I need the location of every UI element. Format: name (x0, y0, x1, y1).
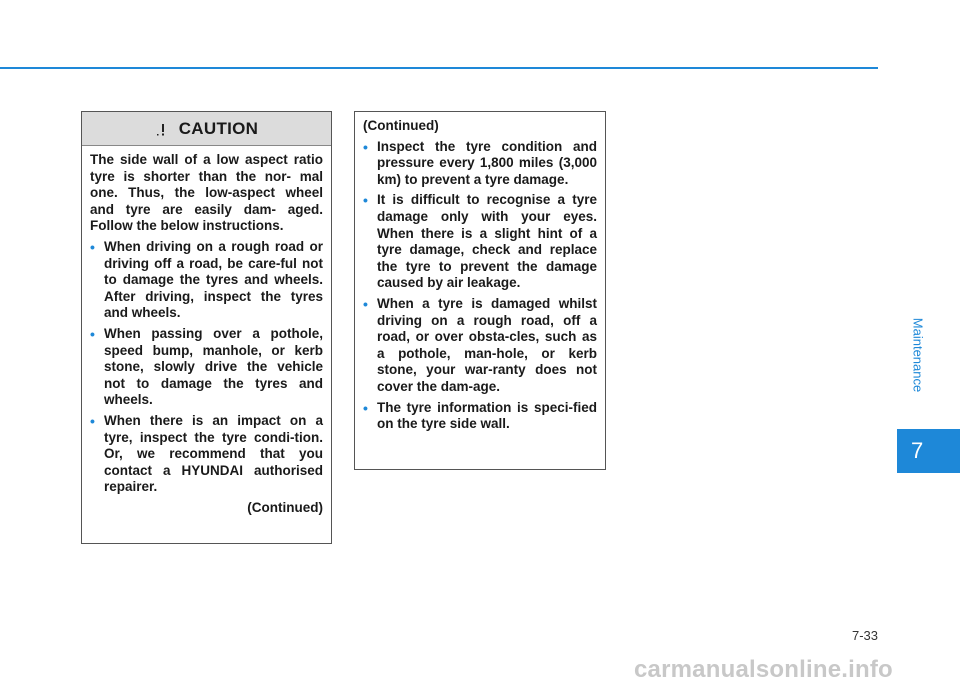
page-number: 7-33 (851, 628, 878, 643)
header-rule (0, 67, 878, 69)
caution-list-right (363, 139, 597, 433)
chapter-number: 7 (911, 438, 924, 463)
chapter-tab (897, 429, 960, 473)
caution-intro: The side wall of a low aspect ratio tyre is shorter than the nor- mal one. Thus, the low-aspect wheel and tyre are easily dam- aged. Follow the below instructions. (90, 152, 323, 234)
bullet-icon: • (90, 412, 95, 429)
bullet-icon: • (363, 399, 368, 416)
caution-title: CAUTION (178, 118, 259, 138)
section-side-label: Maintenance (910, 317, 926, 392)
bullet-icon: • (90, 325, 95, 342)
caution-box-left (81, 111, 332, 544)
warning-icon (155, 121, 171, 137)
bullet-icon: • (363, 192, 368, 209)
caution-content-right (355, 112, 605, 433)
bullet-icon: • (363, 138, 368, 155)
watermark: carmanualsonline.info (634, 656, 893, 683)
list-item: • When driving on a rough road or driving off a road, be care-ful not to damage the tyres and wheels. After driving, inspect the tyres and wheels. (90, 238, 323, 321)
list-item: • When passing over a pothole, speed bump, manhole, or kerb stone, slowly drive the vehicle not to damage the tyres and wheels. (90, 325, 323, 408)
list-item: • The tyre information is speci-fied on the tyre side wall. (363, 399, 597, 432)
list-item: • It is difficult to recognise a tyre damage only with your eyes. When there is a slight hint of a tyre damage, check and replace the tyre to prevent the damage caused by air leakage. (363, 192, 597, 291)
list-item: • When a tyre is damaged whilst driving on a rough road, off a road, or over obsta-cles, such as a pothole, man-hole, or kerb stone, your war-ranty does not cover the dam-age. (363, 295, 597, 394)
bullet-icon: • (90, 238, 95, 255)
caution-content-left (82, 146, 331, 516)
continued-label: (Continued) (247, 499, 323, 515)
continued-label: (Continued) (363, 118, 439, 133)
list-item: • Inspect the tyre condition and pressure every 1,800 miles (3,000 km) to prevent a tyre damage. (363, 138, 597, 187)
bullet-icon: • (363, 295, 368, 312)
caution-header (82, 112, 331, 146)
caution-box-right (354, 111, 606, 470)
list-item: • When there is an impact on a tyre, inspect the tyre condi-tion. Or, we recommend that you contact a HYUNDAI authorised repairer. (90, 412, 323, 495)
caution-list-left (90, 239, 323, 496)
